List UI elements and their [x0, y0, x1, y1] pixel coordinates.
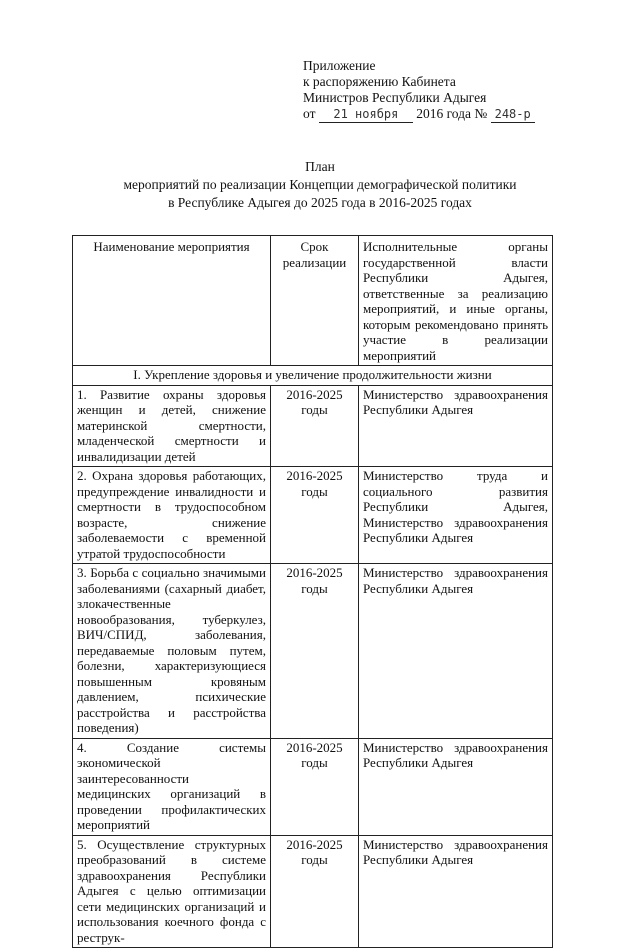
appendix-ministry-line: Министров Республики Адыгея — [303, 90, 487, 105]
row-name: 2. Охрана здоровья работающих, предупреждение инвалидности и смертности в трудоспособном возрасте, снижение заболеваемости с временной утратой трудоспособности — [73, 467, 271, 564]
header-term: Срок реализации — [271, 236, 359, 366]
row-term: 2016-2025 годы — [271, 385, 359, 467]
row-term: 2016-2025 годы — [271, 738, 359, 835]
row-term: 2016-2025 годы — [271, 564, 359, 739]
table-row — [73, 385, 553, 467]
appendix-block — [303, 58, 603, 123]
handwritten-number-text: 248-р — [494, 107, 531, 121]
header-executors: Исполнительные органы государственной власти Республики Адыгея, ответственные за реализацию мероприятий, и иные органы, которым рекомендовано принять участие в реализации мероприятий — [359, 236, 553, 366]
table-row — [73, 467, 553, 564]
row-executor: Министерство здравоохранения Республики Адыгея — [359, 835, 553, 948]
appendix-title: Приложение — [303, 58, 376, 73]
section-row — [73, 366, 553, 386]
row-name: 1. Развитие охраны здоровья женщин и детей, снижение материнской смертности, младенческой смертности и инвалидизации детей — [73, 385, 271, 467]
section-title: I. Укрепление здоровья и увеличение продолжительности жизни — [73, 366, 553, 386]
row-executor: Министерство труда и социального развития Республики Адыгея, Министерство здравоохранения Республики Адыгея — [359, 467, 553, 564]
plan-title — [0, 158, 640, 212]
plan-title-line2: мероприятий по реализации Концепции демографической политики — [123, 177, 517, 192]
row-term: 2016-2025 годы — [271, 835, 359, 948]
row-name: 4. Создание системы экономической заинтересованности медицинских организаций в проведении профилактических мероприятий — [73, 738, 271, 835]
row-executor: Министерство здравоохранения Республики Адыгея — [359, 385, 553, 467]
year-label: 2016 года № — [416, 106, 488, 121]
table-row — [73, 835, 553, 948]
row-executor: Министерство здравоохранения Республики Адыгея — [359, 738, 553, 835]
appendix-order-line: к распоряжению Кабинета — [303, 74, 456, 89]
table-header-row — [73, 236, 553, 366]
row-name: 3. Борьба с социально значимыми заболеваниями (сахарный диабет, злокачественные новообразования, туберкулез, ВИЧ/СПИД, заболевания, передаваемые половым путем, болезни, характеризующиеся повышенным кровяным давлением, психические расстройства и расстройства поведения) — [73, 564, 271, 739]
table-row — [73, 564, 553, 739]
plan-title-line3: в Республике Адыгея до 2025 года в 2016-2025 годах — [168, 195, 472, 210]
header-name: Наименование мероприятия — [73, 236, 271, 366]
handwritten-number — [491, 106, 535, 123]
row-executor: Министерство здравоохранения Республики Адыгея — [359, 564, 553, 739]
table-row — [73, 738, 553, 835]
handwritten-date — [319, 106, 413, 123]
from-label: от — [303, 106, 316, 121]
plan-title-line1: План — [305, 159, 335, 174]
appendix-date-line — [303, 106, 603, 123]
row-term: 2016-2025 годы — [271, 467, 359, 564]
handwritten-date-text: 21 ноября — [333, 107, 399, 121]
plan-table — [72, 235, 553, 948]
row-name: 5. Осуществление структурных преобразований в системе здравоохранения Республики Адыгея с целью оптимизации сети медицинских организаций и использования коечного фонда с реструк- — [73, 835, 271, 948]
